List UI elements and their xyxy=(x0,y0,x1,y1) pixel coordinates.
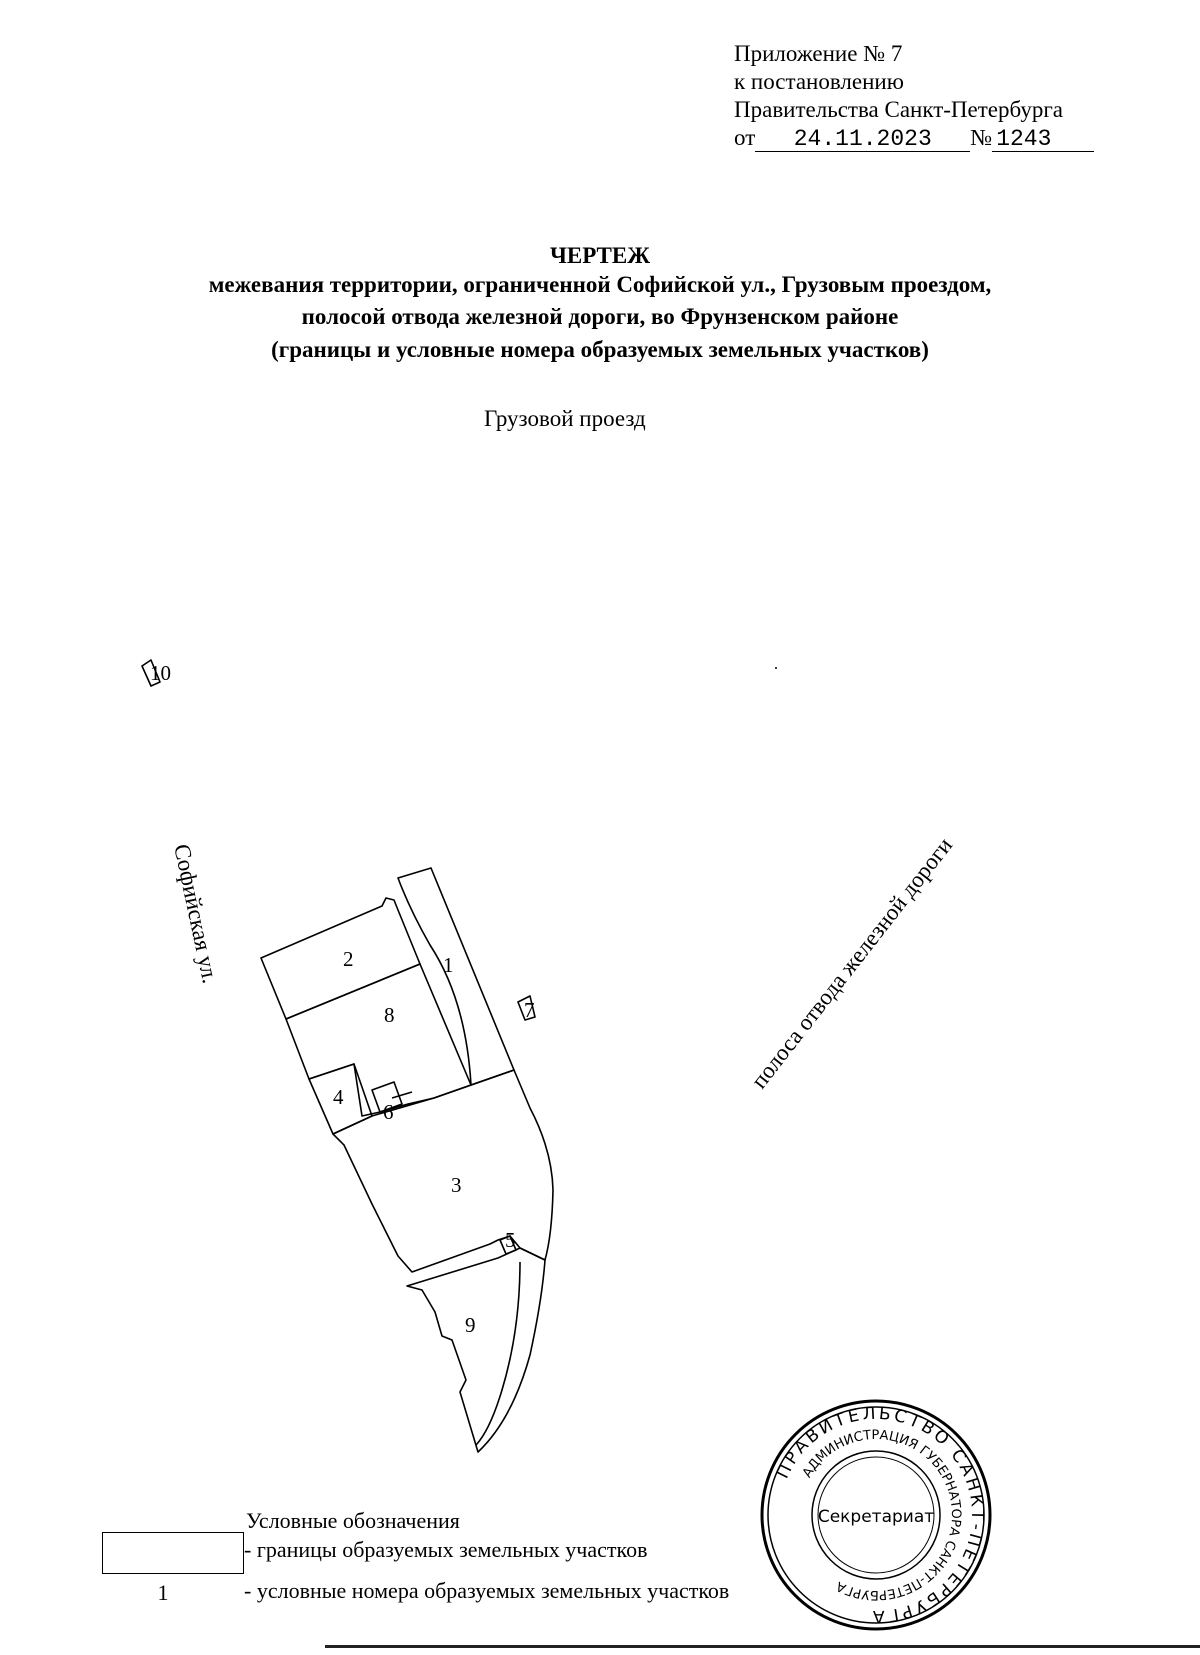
railway-label: полоса отвода железной дороги xyxy=(746,832,958,1094)
legend-number-sample: 1 xyxy=(157,1580,169,1605)
appendix-line-3: Правительства Санкт-Петербурга xyxy=(734,97,1063,122)
bottom-rule xyxy=(325,1645,1200,1648)
map-dot xyxy=(775,667,777,669)
title-line-3: (границы и условные номера образуемых земельных участков) xyxy=(271,337,929,362)
plot-6-tick xyxy=(392,1092,412,1098)
plot-number-4: 4 xyxy=(333,1085,344,1109)
plot-2-boundary xyxy=(261,898,420,1019)
stamp-center-text: Секретариат xyxy=(817,1507,935,1527)
plot-number-3: 3 xyxy=(451,1173,462,1197)
plot-number-2: 2 xyxy=(343,947,354,971)
plot-9-inner-edge xyxy=(476,1262,520,1445)
secretariat-stamp xyxy=(762,1401,990,1629)
plot-number-6: 6 xyxy=(383,1100,394,1124)
top-road-label: Грузовой проезд xyxy=(484,406,646,431)
number-prefix: № xyxy=(970,125,993,150)
plot-number-9: 9 xyxy=(465,1313,476,1337)
date-prefix: от xyxy=(734,125,756,150)
plot-number-1: 1 xyxy=(443,953,454,977)
appendix-line-1: Приложение № 7 xyxy=(734,41,903,66)
plot-number-10: 10 xyxy=(150,661,171,685)
legend-boundaries-text: - границы образуемых земельных участков xyxy=(244,1537,648,1562)
plot-1-boundary xyxy=(398,868,514,1085)
legend-numbers-text: - условные номера образуемых земельных участков xyxy=(244,1578,730,1603)
appendix-line-2: к постановлению xyxy=(734,69,904,94)
plot-number-5: 5 xyxy=(505,1228,516,1252)
legend-title: Условные обозначения xyxy=(246,1508,460,1533)
number-value: 1243 xyxy=(992,127,1094,152)
date-value: 24.11.2023 xyxy=(755,127,970,152)
plot-number-8: 8 xyxy=(384,1003,395,1027)
legend-boundary-sample xyxy=(102,1532,244,1574)
plot-9-boundary xyxy=(407,1248,545,1452)
plot-8-boundary xyxy=(286,964,471,1116)
stamp-inner-text: АДМИНИСТРАЦИЯ ГУБЕРНАТОРА САНКТ-ПЕТЕРБУРГА xyxy=(799,1427,964,1603)
plot-number-7: 7 xyxy=(524,998,535,1022)
stamp-outer-text: ПРАВИТЕЛЬСТВО САНКТ-ПЕТЕРБУРГА xyxy=(772,1403,988,1627)
title-line-1: межевания территории, ограниченной Софийской ул., Грузовым проездом, xyxy=(208,272,992,297)
document-heading: ЧЕРТЕЖ xyxy=(550,243,650,268)
title-line-2: полосой отвода железной дороги, во Фрунзенском районе xyxy=(301,304,899,329)
left-street-label: Софийская ул. xyxy=(169,841,224,986)
